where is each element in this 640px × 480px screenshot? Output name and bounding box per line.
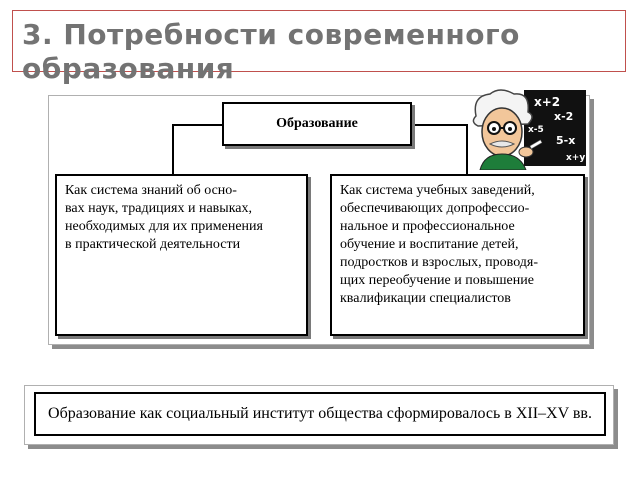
professor-with-formulas-icon <box>470 86 586 170</box>
formula-4: x+y <box>566 153 586 163</box>
formula-3: 5-x <box>556 134 576 147</box>
formula-5: x-5 <box>528 125 544 135</box>
formula-1: x+2 <box>534 95 561 109</box>
center-concept-box: Образование <box>222 102 412 146</box>
connector-right-vertical <box>466 124 468 174</box>
institutions-system-box: Как система учебных заведений, обеспечивающих допрофессио- нальное и профессиональное обучение и воспитание детей, подростков и взрослых, проводя- щих переобучение и повышение квалификации специалистов <box>330 174 585 336</box>
connector-left-horizontal <box>172 124 222 126</box>
historical-statement-box: Образование как социальный институт общества сформировалось в XII–XV вв. <box>34 392 606 436</box>
connector-left-vertical <box>172 124 174 174</box>
connector-right-horizontal <box>412 124 468 126</box>
knowledge-system-box: Как система знаний об осно- вах наук, традициях и навыках, необходимых для их применения в практической деятельности <box>55 174 308 336</box>
formula-2: x-2 <box>554 110 574 123</box>
slide-title: 3. Потребности современного образования <box>22 18 520 85</box>
